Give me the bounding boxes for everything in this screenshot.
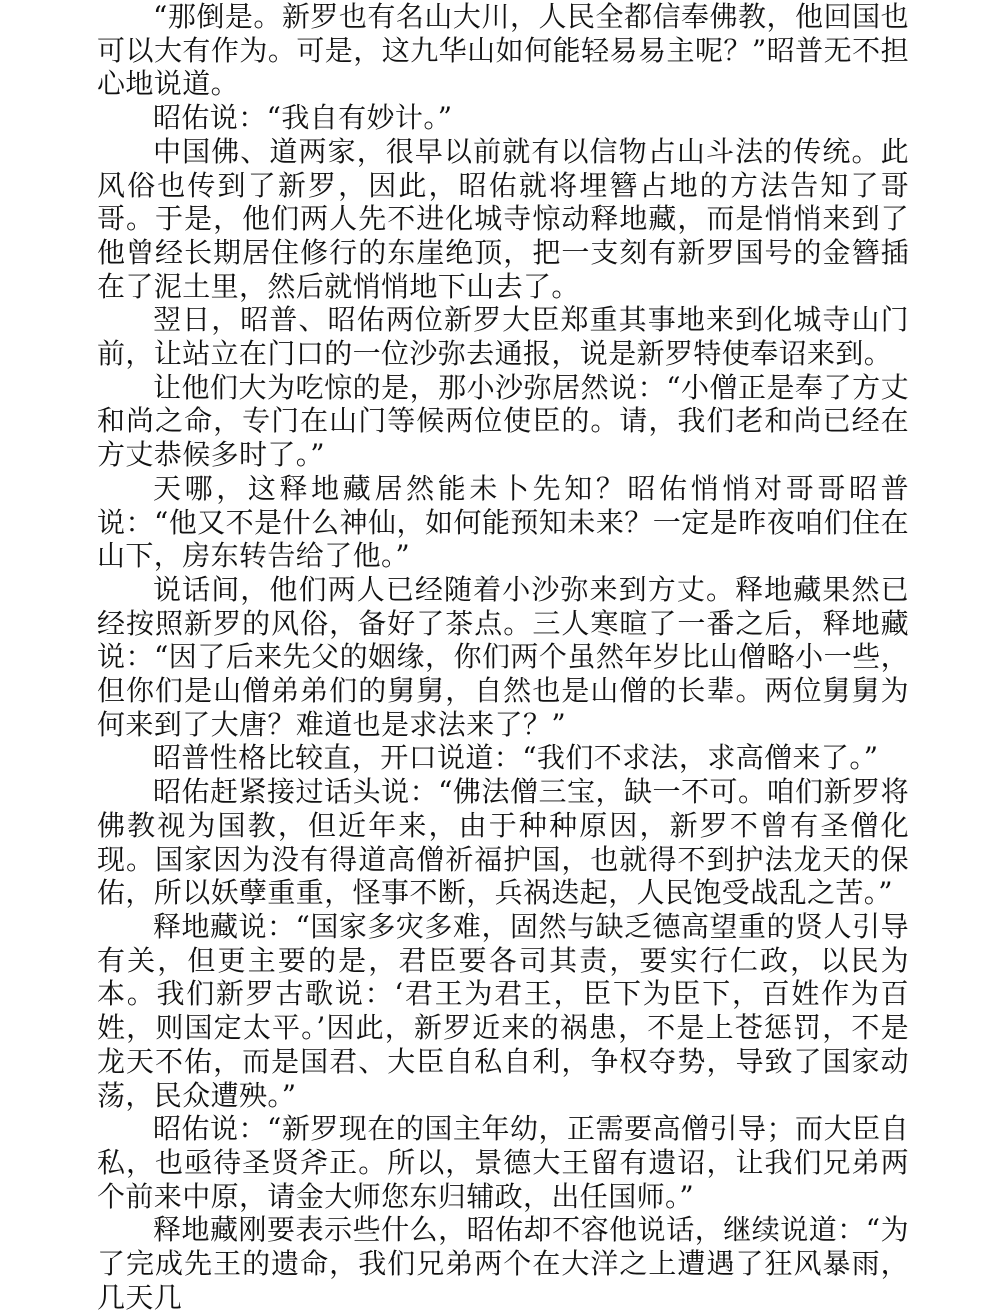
paragraph-12: 释地藏刚要表示些什么，昭佑却不容他说话，继续说道：“为了完成先王的遗命，我们兄弟两个在大洋之上遭遇了狂风暴雨，几天几 [97,1213,909,1314]
paragraph-9: 昭佑赶紧接过话头说：“佛法僧三宝，缺一不可。咱们新罗将佛教视为国教，但近年来，由于种种原因，新罗不曾有圣僧化现。国家因为没有得道高僧祈福护国，也就得不到护法龙天的保佑，所以妖孽重重，怪事不断，兵祸迭起，人民饱受战乱之苦。” [97,775,909,910]
paragraph-6: 天哪，这释地藏居然能未卜先知？昭佑悄悄对哥哥昭普说：“他又不是什么神仙，如何能预知未来？一定是昨夜咱们住在山下，房东转告给了他。” [97,471,909,573]
paragraph-7: 说话间，他们两人已经随着小沙弥来到方丈。释地藏果然已经按照新罗的风俗，备好了茶点。三人寒暄了一番之后，释地藏说：“因了后来先父的姻缘，你们两个虽然年岁比山僧略小一些，但你们是山僧弟弟们的舅舅，自然也是山僧的长辈。两位舅舅为何来到了大唐？难道也是求法来了？” [97,572,909,741]
paragraph-2: 昭佑说：“我自有妙计。” [153,101,453,135]
paragraph-3: 中国佛、道两家，很早以前就有以信物占山斗法的传统。此风俗也传到了新罗，因此，昭佑就将埋簪占地的方法告知了哥哥。于是，他们两人先不进化城寺惊动释地藏，而是悄悄来到了他曾经长期居住修行的东崖绝顶，把一支刻有新罗国号的金簪插在了泥土里，然后就悄悄地下山去了。 [97,134,909,303]
paragraph-8: 昭普性格比较直，开口说道：“我们不求法，求高僧来了。” [153,741,879,775]
paragraph-11: 昭佑说：“新罗现在的国主年幼，正需要高僧引导；而大臣自私，也亟待圣贤斧正。所以，景德大王留有遗诏，让我们兄弟两个前来中原，请金大师您东归辅政，出任国师。” [97,1112,909,1213]
document-page [97,0,909,1314]
paragraph-1: “那倒是。新罗也有名山大川，人民全都信奉佛教，他回国也可以大有作为。可是，这九华山如何能轻易易主呢？”昭普无不担心地说道。 [97,0,909,101]
paragraph-10: 释地藏说：“国家多灾多难，固然与缺乏德高望重的贤人引导有关，但更主要的是，君臣要各司其责，要实行仁政，以民为本。我们新罗古歌说：‘君王为君王，臣下为臣下，百姓作为百姓，则国定太平。’因此，新罗近来的祸患，不是上苍惩罚，不是龙天不佑，而是国君、大臣自私自利，争权夺势，导致了国家动荡，民众遭殃。” [97,909,909,1112]
paragraph-5: 让他们大为吃惊的是，那小沙弥居然说：“小僧正是奉了方丈和尚之命，专门在山门等候两位使臣的。请，我们老和尚已经在方丈恭候多时了。” [97,370,909,472]
paragraph-4: 翌日，昭普、昭佑两位新罗大臣郑重其事地来到化城寺山门前，让站立在门口的一位沙弥去通报，说是新罗特使奉诏来到。 [97,303,909,371]
